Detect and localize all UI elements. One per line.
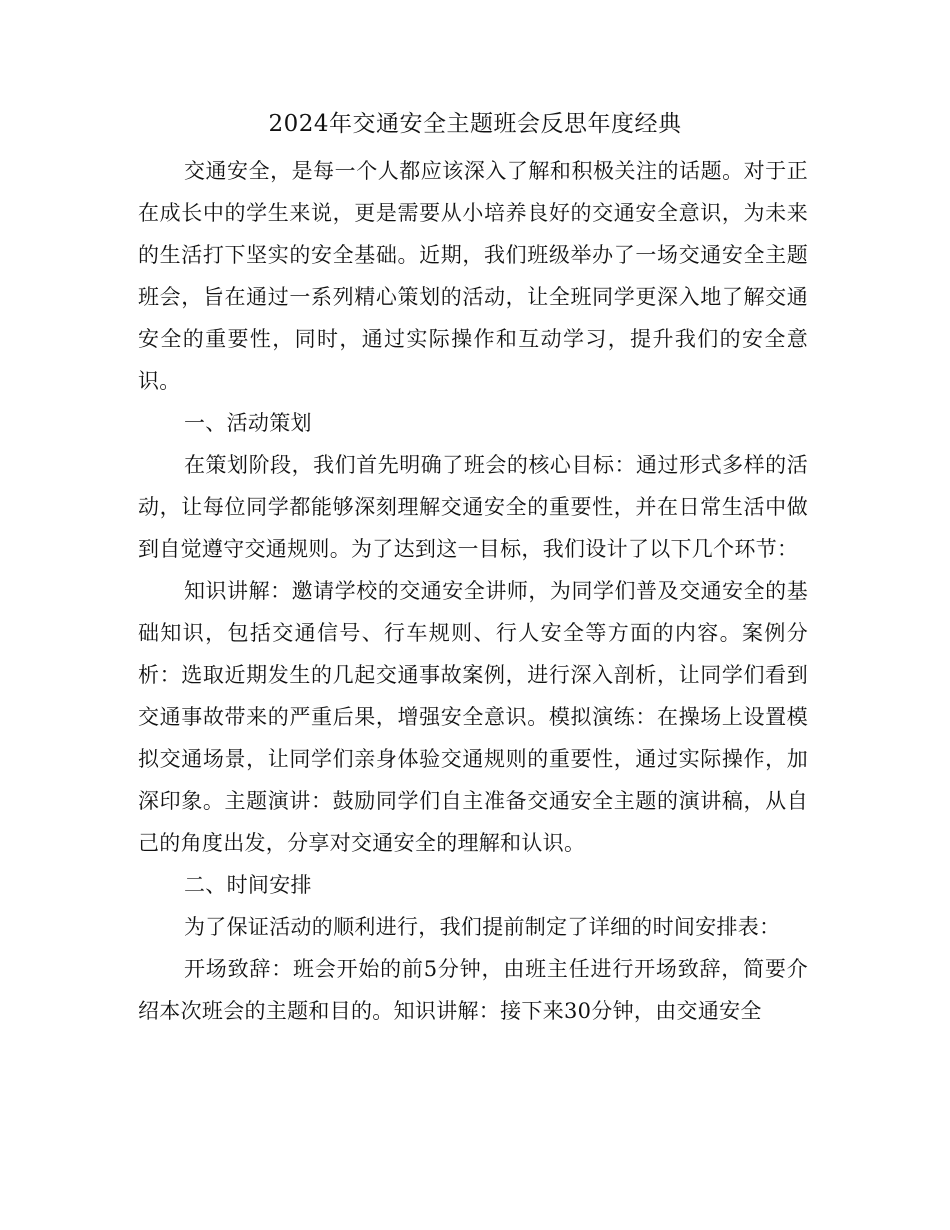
paragraph-schedule-intro: 为了保证活动的顺利进行，我们提前制定了详细的时间安排表： — [184, 915, 781, 939]
section-heading-activity-planning: 一、活动策划 — [184, 411, 312, 435]
paragraph-activity-sessions: 知识讲解：邀请学校的交通安全讲师，为同学们普及交通安全的基础知识，包括交通信号、行车规则、行人安全等方面的内容。案例分析：选取近期发生的几起交通事故案例，进行深入剖析，让同学们看到交通事故带来的严重后果，增强安全意识。模拟演练：在操场上设置模拟交通场景，让同学们亲身体验交通规则的重要性，通过实际操作，加深印象。主题演讲：鼓励同学们自主准备交通安全主题的演讲稿，从自己的角度出发，分享对交通安全的理解和认识。 — [138, 579, 808, 855]
paragraph-schedule-details: 开场致辞：班会开始的前5分钟，由班主任进行开场致辞，简要介绍本次班会的主题和目的。知识讲解：接下来30分钟，由交通安全 — [138, 957, 808, 1023]
section-heading-schedule: 二、时间安排 — [184, 873, 312, 897]
document-title: 2024年交通安全主题班会反思年度经典 — [268, 111, 682, 137]
paragraph-planning-goal: 在策划阶段，我们首先明确了班会的核心目标：通过形式多样的活动，让每位同学都能够深刻理解交通安全的重要性，并在日常生活中做到自觉遵守交通规则。为了达到这一目标，我们设计了以下几个环节： — [138, 453, 808, 561]
paragraph-intro: 交通安全，是每一个人都应该深入了解和积极关注的话题。对于正在成长中的学生来说，更是需要从小培养良好的交通安全意识，为未来的生活打下坚实的安全基础。近期，我们班级举办了一场交通安全主题班会，旨在通过一系列精心策划的活动，让全班同学更深入地了解交通安全的重要性，同时，通过实际操作和互动学习，提升我们的安全意识。 — [138, 159, 808, 393]
document-body — [138, 150, 808, 1032]
